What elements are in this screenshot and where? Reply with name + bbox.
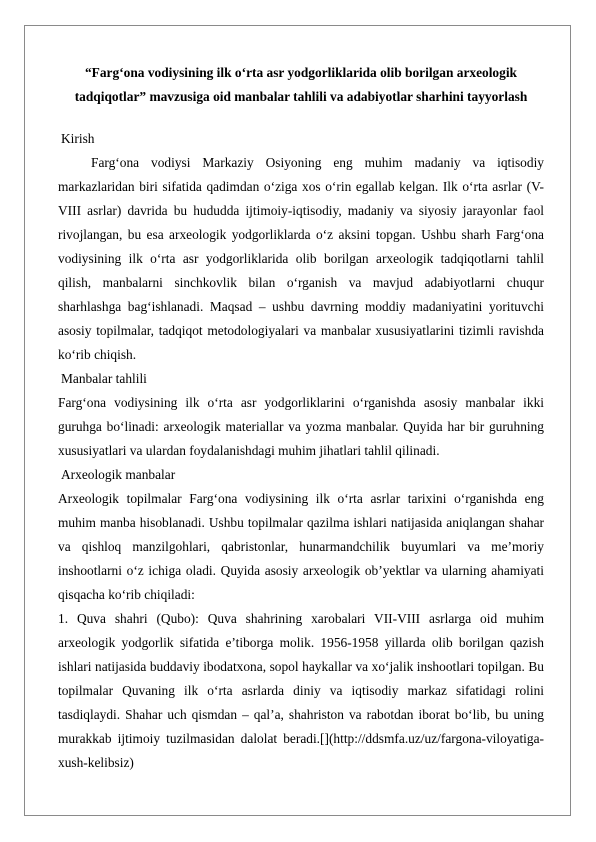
title-line-1: “Farg‘ona vodiysining ilk o‘rta asr yodgorliklarida olib borilgan arxeologik <box>84 65 517 80</box>
document-title <box>58 61 544 109</box>
sources-paragraph: Farg‘ona vodiysining ilk o‘rta asr yodgorliklarini o‘rganishda asosiy manbalar ikki guruhga bo‘linadi: arxeologik materiallar va yozma manbalar. Quyida har bir guruhning xususiyatlari va ulardan foydalanishdagi muhim jihatlari tahlil qilinadi. <box>58 395 544 458</box>
list-item-quva: 1. Quva shahri (Qubo): Quva shahrining xarobalari VII-VIII asrlarga oid muhim arxeologik yodgorlik sifatida e’tiborga molik. 1956-1958 yillarda olib borilgan qazish ishlari natijasida buddaviy ibodatxona, sopol haykallar va xo‘jalik inshootlari topilgan. Bu topilmalar Quvaning ilk o‘rta asrlarda diniy va iqtisodiy markaz sifatidagi rolini tasdiqlaydi. Shahar uch qismdan – qal’a, shahriston va rabotdan iborat bo‘lib, bu uning murakkab ijtimoiy tuzilmasidan dalolat beradi.[](http://ddsmfa.uz/uz/fargona-viloyatiga-xush-kelibsiz) <box>58 611 544 770</box>
archaeological-paragraph: Arxeologik topilmalar Farg‘ona vodiysining ilk o‘rta asrlar tarixini o‘rganishda eng muhim manba hisoblanadi. Ushbu topilmalar qazilma ishlari natijasida aniqlangan shahar va qishloq manzilgohlari, qabristonlar, hunarmandchilik buyumlari va me’moriy inshootlarni o‘z ichiga oladi. Quyida asosiy arxeologik ob’yektlar va ularning ahamiyati qisqacha ko‘rib chiqiladi: <box>58 491 544 602</box>
section-heading-sources: Manbalar tahlili <box>61 371 147 386</box>
document-body <box>58 61 544 775</box>
title-line-2: tadqiqotlar” mavzusiga oid manbalar tahlili va adabiyotlar sharhini tayyorlash <box>74 89 528 104</box>
intro-paragraph: Farg‘ona vodiysi Markaziy Osiyoning eng muhim madaniy va iqtisodiy markazlaridan biri sifatida qadimdan o‘ziga xos o‘rin egallab kelgan. Ilk o‘rta asrlar (V-VIII asrlar) davrida bu hududda ijtimoiy-iqtisodiy, madaniy va siyosiy jarayonlar faol rivojlangan, bu esa arxeologik yodgorliklarda o‘z aksini topgan. Ushbu sharh Farg‘ona vodiysining ilk o‘rta asr yodgorliklarida olib borilgan arxeologik tadqiqotlarni tahlil qilish, manbalarni sinchkovlik bilan o‘rganish va mavjud adabiyotlarni chuqur sharhlashga bag‘ishlanadi. Maqsad – ushbu davrning moddiy madaniyatini yorituvchi asosiy topilmalar, tadqiqot metodologiyalari va manbalar xususiyatlarini tizimli ravishda ko‘rib chiqish. <box>58 155 544 362</box>
section-heading-intro: Kirish <box>61 131 95 146</box>
section-heading-archaeological: Arxeologik manbalar <box>61 467 176 482</box>
